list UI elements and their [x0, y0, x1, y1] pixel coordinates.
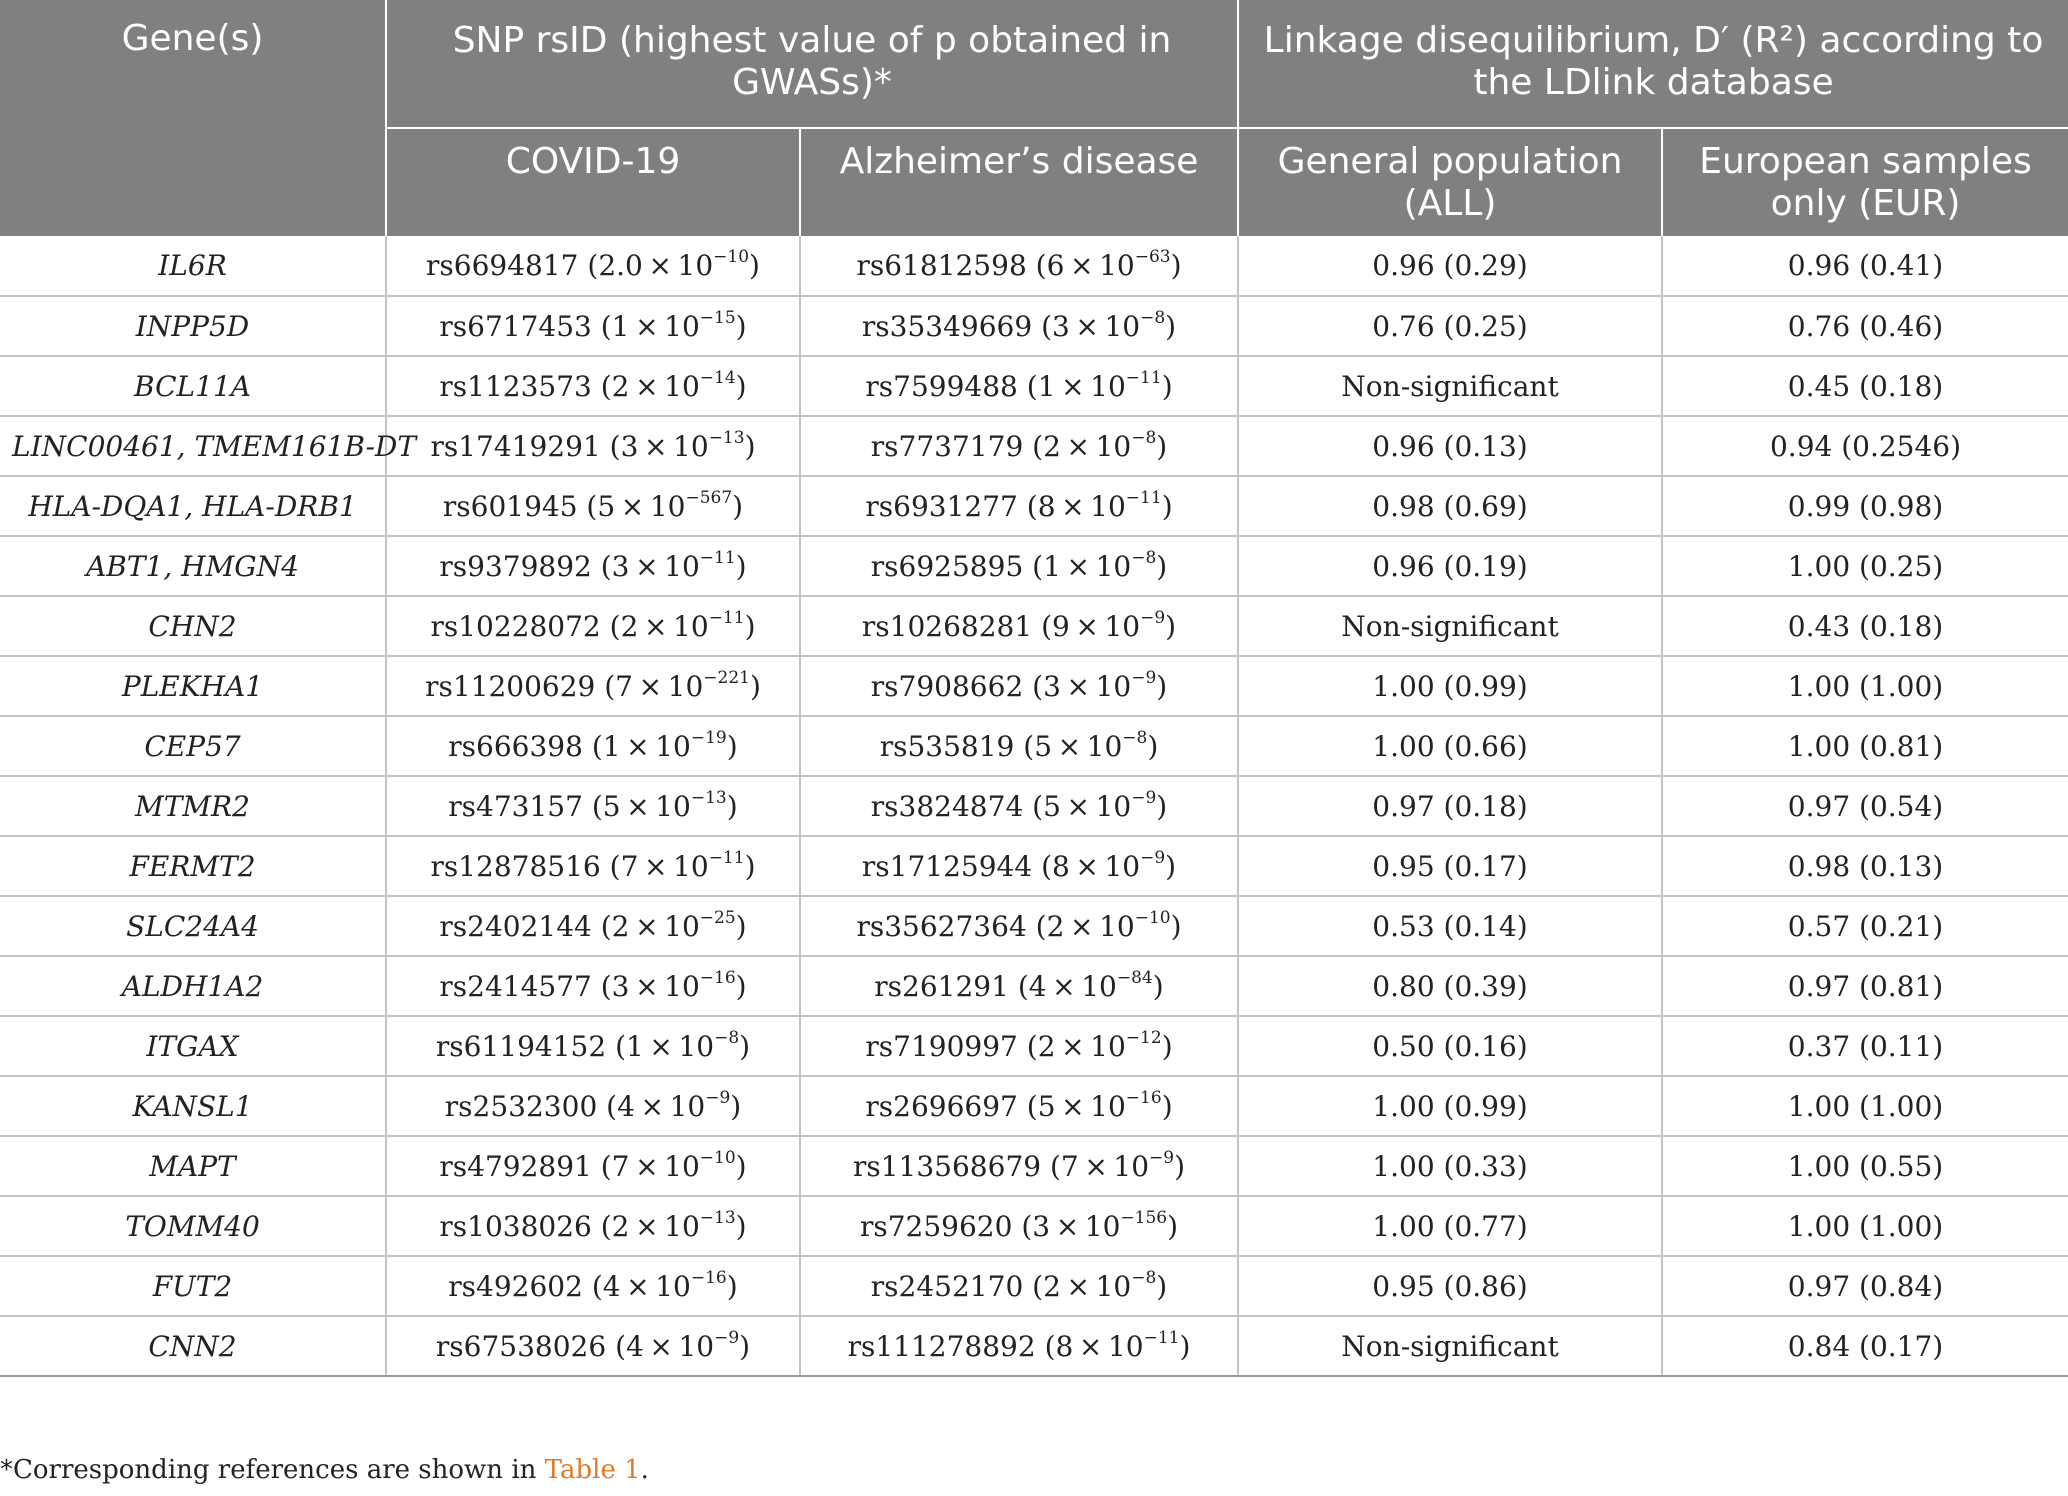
- alzheimers-snp-cell: [800, 776, 1238, 836]
- alzheimers-snp-rsid: rs7259620: [859, 1209, 1013, 1243]
- covid-snp-p-exponent: −11: [708, 607, 745, 628]
- alzheimers-snp-p-mantissa: 5: [1037, 1089, 1056, 1123]
- covid-snp-cell: [386, 236, 800, 296]
- alzheimers-snp-p-mantissa: 1: [1037, 369, 1056, 403]
- covid-snp-p-exponent: −15: [699, 307, 736, 328]
- ld-eur-cell: 1.00 (1.00): [1662, 1076, 2068, 1136]
- alzheimers-snp-rsid: rs3824874: [870, 789, 1024, 823]
- covid-snp-value: rs492602 $(4 \times 10^{-16})$: [448, 1267, 738, 1303]
- table-row: [0, 596, 2068, 656]
- covid-snp-p-mantissa: 1: [626, 1029, 644, 1063]
- alzheimers-snp-rsid: rs35349669: [861, 309, 1033, 343]
- alzheimers-snp-value: rs35627364 $(2 \times 10^{-10})$: [856, 907, 1182, 943]
- covid-snp-cell: [386, 716, 800, 776]
- ld-all-cell: Non-significant: [1238, 356, 1662, 416]
- alzheimers-snp-rsid: rs2452170: [870, 1269, 1024, 1303]
- gene-cell: CEP57: [0, 716, 386, 776]
- alzheimers-snp-cell: [800, 476, 1238, 536]
- ld-eur-cell: 0.43 (0.18): [1662, 596, 2068, 656]
- covid-snp-p-mantissa: 2.0: [598, 249, 643, 282]
- covid-snp-p-mantissa: 4: [617, 1089, 635, 1123]
- gene-cell: CNN2: [0, 1316, 386, 1376]
- covid-snp-cell: [386, 536, 800, 596]
- alzheimers-snp-value: rs113568679 $(7 \times 10^{-9})$: [852, 1147, 1186, 1183]
- covid-snp-value: rs1123573 $(2 \times 10^{-14})$: [439, 367, 747, 403]
- header-snp-group: SNP rsID (highest value of p obtained in GWASs)*: [386, 0, 1238, 128]
- covid-snp-value: rs601945 $(5 \times 10^{-567})$: [442, 487, 744, 523]
- alzheimers-snp-value: rs6931277 $(8 \times 10^{-11})$: [865, 487, 1173, 523]
- ld-all-cell: 1.00 (0.66): [1238, 716, 1662, 776]
- alzheimers-snp-p-mantissa: 1: [1043, 549, 1061, 583]
- alzheimers-snp-value: rs111278892 $(8 \times 10^{-11})$: [847, 1327, 1191, 1363]
- alzheimers-snp-cell: [800, 896, 1238, 956]
- alzheimers-snp-rsid: rs61812598: [856, 249, 1027, 282]
- ld-all-cell: 0.96 (0.29): [1238, 236, 1662, 296]
- alzheimers-snp-rsid: rs17125944: [861, 849, 1033, 883]
- table-row: [0, 236, 2068, 296]
- covid-snp-value: rs17419291 $(3 \times 10^{-13})$: [430, 427, 756, 463]
- covid-snp-p-exponent: −13: [708, 427, 745, 448]
- alzheimers-snp-p-exponent: −11: [1125, 487, 1162, 508]
- covid-snp-rsid: rs2532300: [444, 1089, 598, 1123]
- covid-snp-value: rs6717453 $(1 \times 10^{-15})$: [439, 307, 747, 343]
- covid-snp-rsid: rs10228072: [430, 609, 601, 643]
- alzheimers-snp-p-mantissa: 7: [1060, 1149, 1079, 1183]
- alzheimers-snp-cell: [800, 536, 1238, 596]
- covid-snp-rsid: rs1038026: [439, 1209, 592, 1243]
- table-row: [0, 1136, 2068, 1196]
- table-row: [0, 356, 2068, 416]
- table-row: [0, 716, 2068, 776]
- ld-eur-cell: 0.99 (0.98): [1662, 476, 2068, 536]
- covid-snp-p-mantissa: 1: [611, 309, 630, 343]
- covid-snp-value: rs6694817 $(2.0 \times 10^{-10})$: [426, 247, 760, 282]
- ld-all-cell: Non-significant: [1238, 596, 1662, 656]
- ld-all-cell: Non-significant: [1238, 1316, 1662, 1376]
- covid-snp-rsid: rs6717453: [439, 309, 592, 343]
- covid-snp-p-mantissa: 4: [602, 1269, 621, 1303]
- alzheimers-snp-cell: [800, 416, 1238, 476]
- covid-snp-p-mantissa: 2: [611, 909, 630, 943]
- alzheimers-snp-p-exponent: −11: [1143, 1327, 1180, 1348]
- table-row: [0, 1016, 2068, 1076]
- alzheimers-snp-rsid: rs111278892: [847, 1329, 1036, 1363]
- alzheimers-snp-p-exponent: −156: [1120, 1207, 1168, 1228]
- alzheimers-snp-p-mantissa: 2: [1037, 1029, 1056, 1063]
- alzheimers-snp-p-mantissa: 3: [1043, 669, 1061, 703]
- covid-snp-p-mantissa: 1: [602, 729, 621, 763]
- table-row: [0, 476, 2068, 536]
- ld-eur-cell: 0.97 (0.81): [1662, 956, 2068, 1016]
- alzheimers-snp-cell: [800, 1316, 1238, 1376]
- ld-eur-cell: 0.94 (0.2546): [1662, 416, 2068, 476]
- table-row: [0, 776, 2068, 836]
- alzheimers-snp-p-exponent: −9: [1131, 787, 1157, 808]
- covid-snp-p-mantissa: 5: [602, 789, 621, 823]
- header-european-samples: European samples only (EUR): [1662, 128, 2068, 236]
- ld-eur-cell: 0.96 (0.41): [1662, 236, 2068, 296]
- gene-cell: PLEKHA1: [0, 656, 386, 716]
- covid-snp-value: rs11200629 $(7 \times 10^{-221})$: [425, 667, 761, 703]
- covid-snp-cell: [386, 296, 800, 356]
- alzheimers-snp-p-exponent: −8: [1131, 1267, 1157, 1288]
- ld-eur-cell: 0.37 (0.11): [1662, 1016, 2068, 1076]
- gene-cell: CHN2: [0, 596, 386, 656]
- covid-snp-p-exponent: −14: [699, 367, 736, 388]
- gene-cell: TOMM40: [0, 1196, 386, 1256]
- alzheimers-snp-value: rs7737179 $(2 \times 10^{-8})$: [870, 427, 1168, 463]
- table-row: [0, 1196, 2068, 1256]
- alzheimers-snp-cell: [800, 236, 1238, 296]
- gene-cell: IL6R: [0, 236, 386, 296]
- alzheimers-snp-p-exponent: −9: [1131, 667, 1157, 688]
- alzheimers-snp-cell: [800, 1136, 1238, 1196]
- alzheimers-snp-p-exponent: −9: [1149, 1147, 1175, 1168]
- covid-snp-p-exponent: −11: [699, 547, 736, 568]
- alzheimers-snp-cell: [800, 836, 1238, 896]
- alzheimers-snp-p-exponent: −10: [1134, 907, 1171, 928]
- alzheimers-snp-p-exponent: −16: [1125, 1087, 1162, 1108]
- covid-snp-rsid: rs61194152: [435, 1029, 607, 1063]
- ld-all-cell: 0.95 (0.17): [1238, 836, 1662, 896]
- covid-snp-p-exponent: −8: [714, 1027, 740, 1048]
- alzheimers-snp-value: rs261291 $(4 \times 10^{-84})$: [874, 967, 1164, 1003]
- table-row: [0, 536, 2068, 596]
- alzheimers-snp-p-exponent: −9: [1140, 607, 1166, 628]
- table-1-link[interactable]: Table 1: [544, 1455, 641, 1485]
- covid-snp-p-mantissa: 3: [620, 429, 639, 463]
- alzheimers-snp-p-mantissa: 8: [1055, 1329, 1074, 1363]
- alzheimers-snp-p-mantissa: 3: [1032, 1209, 1051, 1243]
- alzheimers-snp-cell: [800, 356, 1238, 416]
- gene-cell: SLC24A4: [0, 896, 386, 956]
- alzheimers-snp-p-mantissa: 3: [1052, 309, 1070, 343]
- alzheimers-snp-value: rs35349669 $(3 \times 10^{-8})$: [861, 307, 1177, 343]
- footnote-text: Corresponding references are shown in: [13, 1455, 545, 1485]
- alzheimers-snp-cell: [800, 656, 1238, 716]
- covid-snp-cell: [386, 776, 800, 836]
- ld-all-cell: 1.00 (0.99): [1238, 656, 1662, 716]
- alzheimers-snp-value: rs2696697 $(5 \times 10^{-16})$: [865, 1087, 1173, 1123]
- covid-snp-p-mantissa: 3: [611, 549, 630, 583]
- header-gene: Gene(s): [0, 0, 386, 236]
- covid-snp-rsid: rs11200629: [425, 669, 596, 703]
- covid-snp-p-exponent: −9: [714, 1327, 740, 1348]
- alzheimers-snp-value: rs6925895 $(1 \times 10^{-8})$: [870, 547, 1168, 583]
- covid-snp-rsid: rs17419291: [430, 429, 601, 463]
- covid-snp-value: rs473157 $(5 \times 10^{-13})$: [448, 787, 738, 823]
- alzheimers-snp-p-exponent: −8: [1122, 727, 1148, 748]
- header-covid: COVID-19: [386, 128, 800, 236]
- covid-snp-cell: [386, 1136, 800, 1196]
- covid-snp-rsid: rs4792891: [439, 1149, 592, 1183]
- table-row: [0, 1256, 2068, 1316]
- alzheimers-snp-cell: [800, 716, 1238, 776]
- gene-cell: FUT2: [0, 1256, 386, 1316]
- table-row: [0, 836, 2068, 896]
- alzheimers-snp-p-mantissa: 5: [1043, 789, 1061, 823]
- ld-eur-cell: 0.45 (0.18): [1662, 356, 2068, 416]
- alzheimers-snp-p-exponent: −8: [1131, 547, 1157, 568]
- header-general-population: General population (ALL): [1238, 128, 1662, 236]
- covid-snp-value: rs2402144 $(2 \times 10^{-25})$: [439, 907, 747, 943]
- table-row: [0, 956, 2068, 1016]
- ld-all-cell: 0.95 (0.86): [1238, 1256, 1662, 1316]
- footnote: [0, 1455, 649, 1485]
- table-row: [0, 296, 2068, 356]
- ld-all-cell: 1.00 (0.99): [1238, 1076, 1662, 1136]
- gene-cell: LINC00461, TMEM161B-DT: [0, 416, 386, 476]
- covid-snp-p-exponent: −13: [690, 787, 727, 808]
- alzheimers-snp-rsid: rs6931277: [865, 489, 1018, 523]
- alzheimers-snp-cell: [800, 596, 1238, 656]
- covid-snp-rsid: rs9379892: [439, 549, 592, 583]
- covid-snp-p-mantissa: 7: [611, 1149, 630, 1183]
- covid-snp-rsid: rs2402144: [439, 909, 592, 943]
- covid-snp-value: rs1038026 $(2 \times 10^{-13})$: [439, 1207, 747, 1243]
- ld-eur-cell: 0.57 (0.21): [1662, 896, 2068, 956]
- ld-eur-cell: 0.97 (0.54): [1662, 776, 2068, 836]
- table-header: [0, 0, 2068, 236]
- alzheimers-snp-rsid: rs6925895: [870, 549, 1024, 583]
- covid-snp-cell: [386, 956, 800, 1016]
- covid-snp-p-mantissa: 2: [611, 369, 630, 403]
- table-row: [0, 656, 2068, 716]
- ld-all-cell: 1.00 (0.33): [1238, 1136, 1662, 1196]
- covid-snp-p-exponent: −9: [705, 1087, 731, 1108]
- gene-cell: BCL11A: [0, 356, 386, 416]
- gene-cell: ALDH1A2: [0, 956, 386, 1016]
- ld-all-cell: 0.50 (0.16): [1238, 1016, 1662, 1076]
- ld-all-cell: 0.97 (0.18): [1238, 776, 1662, 836]
- covid-snp-p-exponent: −19: [690, 727, 727, 748]
- covid-snp-rsid: rs1123573: [439, 369, 592, 403]
- ld-eur-cell: 1.00 (0.55): [1662, 1136, 2068, 1196]
- alzheimers-snp-cell: [800, 1076, 1238, 1136]
- alzheimers-snp-p-mantissa: 2: [1046, 909, 1065, 943]
- alzheimers-snp-p-mantissa: 4: [1028, 969, 1047, 1003]
- table-row: [0, 1076, 2068, 1136]
- table-row: [0, 896, 2068, 956]
- covid-snp-p-exponent: −13: [699, 1207, 736, 1228]
- gene-cell: ITGAX: [0, 1016, 386, 1076]
- covid-snp-cell: [386, 416, 800, 476]
- ld-all-cell: 0.96 (0.13): [1238, 416, 1662, 476]
- ld-all-cell: 0.53 (0.14): [1238, 896, 1662, 956]
- covid-snp-value: rs10228072 $(2 \times 10^{-11})$: [430, 607, 756, 643]
- gene-cell: MAPT: [0, 1136, 386, 1196]
- covid-snp-p-mantissa: 2: [611, 1209, 630, 1243]
- ld-eur-cell: 0.98 (0.13): [1662, 836, 2068, 896]
- alzheimers-snp-value: rs7190997 $(2 \times 10^{-12})$: [865, 1027, 1173, 1063]
- alzheimers-snp-cell: [800, 296, 1238, 356]
- alzheimers-snp-p-exponent: −9: [1140, 847, 1166, 868]
- covid-snp-p-exponent: −11: [708, 847, 745, 868]
- alzheimers-snp-value: rs7259620 $(3 \times 10^{-156})$: [859, 1207, 1179, 1243]
- alzheimers-snp-p-exponent: −12: [1125, 1027, 1162, 1048]
- covid-snp-value: rs2532300 $(4 \times 10^{-9})$: [444, 1087, 742, 1123]
- covid-snp-cell: [386, 1256, 800, 1316]
- covid-snp-p-exponent: −221: [703, 667, 750, 688]
- alzheimers-snp-p-mantissa: 2: [1043, 429, 1061, 463]
- gene-cell: FERMT2: [0, 836, 386, 896]
- gene-cell: INPP5D: [0, 296, 386, 356]
- alzheimers-snp-value: rs10268281 $(9 \times 10^{-9})$: [861, 607, 1177, 643]
- covid-snp-cell: [386, 656, 800, 716]
- covid-snp-cell: [386, 356, 800, 416]
- alzheimers-snp-value: rs61812598 $(6 \times 10^{-63})$: [856, 247, 1182, 282]
- header-ld-group: Linkage disequilibrium, D′ (R²) according to the LDlink database: [1238, 0, 2068, 128]
- footnote-asterisk: *: [0, 1455, 13, 1485]
- alzheimers-snp-p-exponent: −8: [1140, 307, 1166, 328]
- covid-snp-p-mantissa: 4: [626, 1329, 644, 1363]
- gene-cell: KANSL1: [0, 1076, 386, 1136]
- covid-snp-rsid: rs601945: [442, 489, 578, 523]
- covid-snp-rsid: rs6694817: [426, 249, 579, 282]
- ld-eur-cell: 1.00 (1.00): [1662, 1196, 2068, 1256]
- covid-snp-value: rs9379892 $(3 \times 10^{-11})$: [439, 547, 747, 583]
- covid-snp-value: rs2414577 $(3 \times 10^{-16})$: [439, 967, 747, 1003]
- table-body: [0, 236, 2068, 1376]
- covid-snp-cell: [386, 596, 800, 656]
- alzheimers-snp-p-mantissa: 5: [1034, 729, 1053, 763]
- alzheimers-snp-rsid: rs35627364: [856, 909, 1027, 943]
- covid-snp-rsid: rs492602: [448, 1269, 583, 1303]
- table-row: [0, 1316, 2068, 1376]
- covid-snp-p-exponent: −10: [713, 247, 750, 267]
- covid-snp-value: rs4792891 $(7 \times 10^{-10})$: [439, 1147, 747, 1183]
- alzheimers-snp-rsid: rs10268281: [861, 609, 1033, 643]
- alzheimers-snp-p-exponent: −84: [1116, 967, 1153, 988]
- covid-snp-value: rs61194152 $(1 \times 10^{-8})$: [435, 1027, 751, 1063]
- alzheimers-snp-rsid: rs7908662: [870, 669, 1024, 703]
- gene-cell: MTMR2: [0, 776, 386, 836]
- alzheimers-snp-p-mantissa: 2: [1043, 1269, 1061, 1303]
- covid-snp-rsid: rs2414577: [439, 969, 592, 1003]
- alzheimers-snp-rsid: rs261291: [874, 969, 1009, 1003]
- covid-snp-cell: [386, 1196, 800, 1256]
- alzheimers-snp-cell: [800, 1016, 1238, 1076]
- covid-snp-p-exponent: −25: [699, 907, 736, 928]
- covid-snp-rsid: rs67538026: [435, 1329, 607, 1363]
- alzheimers-snp-rsid: rs7599488: [865, 369, 1018, 403]
- alzheimers-snp-p-mantissa: 8: [1052, 849, 1070, 883]
- alzheimers-snp-cell: [800, 1196, 1238, 1256]
- ld-eur-cell: 1.00 (1.00): [1662, 656, 2068, 716]
- covid-snp-p-exponent: −10: [699, 1147, 736, 1168]
- alzheimers-snp-rsid: rs7737179: [870, 429, 1024, 463]
- alzheimers-snp-rsid: rs535819: [879, 729, 1015, 763]
- covid-snp-cell: [386, 1016, 800, 1076]
- alzheimers-snp-value: rs2452170 $(2 \times 10^{-8})$: [870, 1267, 1168, 1303]
- alzheimers-snp-p-mantissa: 8: [1037, 489, 1056, 523]
- alzheimers-snp-p-mantissa: 9: [1052, 609, 1070, 643]
- alzheimers-snp-rsid: rs113568679: [852, 1149, 1042, 1183]
- ld-all-cell: 1.00 (0.77): [1238, 1196, 1662, 1256]
- covid-snp-rsid: rs473157: [448, 789, 583, 823]
- covid-snp-p-mantissa: 5: [597, 489, 616, 523]
- ld-eur-cell: 1.00 (0.25): [1662, 536, 2068, 596]
- covid-snp-cell: [386, 476, 800, 536]
- ld-eur-cell: 1.00 (0.81): [1662, 716, 2068, 776]
- covid-snp-value: rs666398 $(1 \times 10^{-19})$: [448, 727, 738, 763]
- covid-snp-p-mantissa: 2: [620, 609, 639, 643]
- alzheimers-snp-value: rs7908662 $(3 \times 10^{-9})$: [870, 667, 1168, 703]
- alzheimers-snp-p-mantissa: 6: [1046, 249, 1065, 282]
- covid-snp-value: rs12878516 $(7 \times 10^{-11})$: [430, 847, 756, 883]
- ld-eur-cell: 0.97 (0.84): [1662, 1256, 2068, 1316]
- gene-cell: ABT1, HMGN4: [0, 536, 386, 596]
- covid-snp-p-exponent: −16: [699, 967, 736, 988]
- covid-snp-p-mantissa: 7: [620, 849, 639, 883]
- covid-snp-cell: [386, 1076, 800, 1136]
- covid-snp-p-exponent: −567: [685, 487, 733, 508]
- covid-snp-rsid: rs666398: [448, 729, 583, 763]
- covid-snp-rsid: rs12878516: [430, 849, 601, 883]
- alzheimers-snp-value: rs17125944 $(8 \times 10^{-9})$: [861, 847, 1177, 883]
- ld-all-cell: 0.76 (0.25): [1238, 296, 1662, 356]
- ld-all-cell: 0.96 (0.19): [1238, 536, 1662, 596]
- header-alzheimers: Alzheimer’s disease: [800, 128, 1238, 236]
- alzheimers-snp-value: rs7599488 $(1 \times 10^{-11})$: [865, 367, 1173, 403]
- covid-snp-cell: [386, 896, 800, 956]
- alzheimers-snp-p-exponent: −11: [1125, 367, 1162, 388]
- covid-snp-p-mantissa: 7: [615, 669, 633, 703]
- footnote-end: .: [640, 1455, 649, 1485]
- covid-snp-p-mantissa: 3: [611, 969, 630, 1003]
- ld-all-cell: 0.98 (0.69): [1238, 476, 1662, 536]
- alzheimers-snp-p-exponent: −63: [1134, 247, 1171, 267]
- gene-cell: HLA-DQA1, HLA-DRB1: [0, 476, 386, 536]
- ld-eur-cell: 0.76 (0.46): [1662, 296, 2068, 356]
- ld-eur-cell: 0.84 (0.17): [1662, 1316, 2068, 1376]
- table-row: [0, 416, 2068, 476]
- alzheimers-snp-cell: [800, 1256, 1238, 1316]
- covid-snp-p-exponent: −16: [690, 1267, 727, 1288]
- alzheimers-snp-value: rs535819 $(5 \times 10^{-8})$: [879, 727, 1159, 763]
- covid-snp-cell: [386, 836, 800, 896]
- alzheimers-snp-value: rs3824874 $(5 \times 10^{-9})$: [870, 787, 1168, 823]
- alzheimers-snp-rsid: rs2696697: [865, 1089, 1018, 1123]
- alzheimers-snp-rsid: rs7190997: [865, 1029, 1018, 1063]
- alzheimers-snp-p-exponent: −8: [1131, 427, 1157, 448]
- covid-snp-value: rs67538026 $(4 \times 10^{-9})$: [435, 1327, 751, 1363]
- alzheimers-snp-cell: [800, 956, 1238, 1016]
- covid-snp-cell: [386, 1316, 800, 1376]
- ld-all-cell: 0.80 (0.39): [1238, 956, 1662, 1016]
